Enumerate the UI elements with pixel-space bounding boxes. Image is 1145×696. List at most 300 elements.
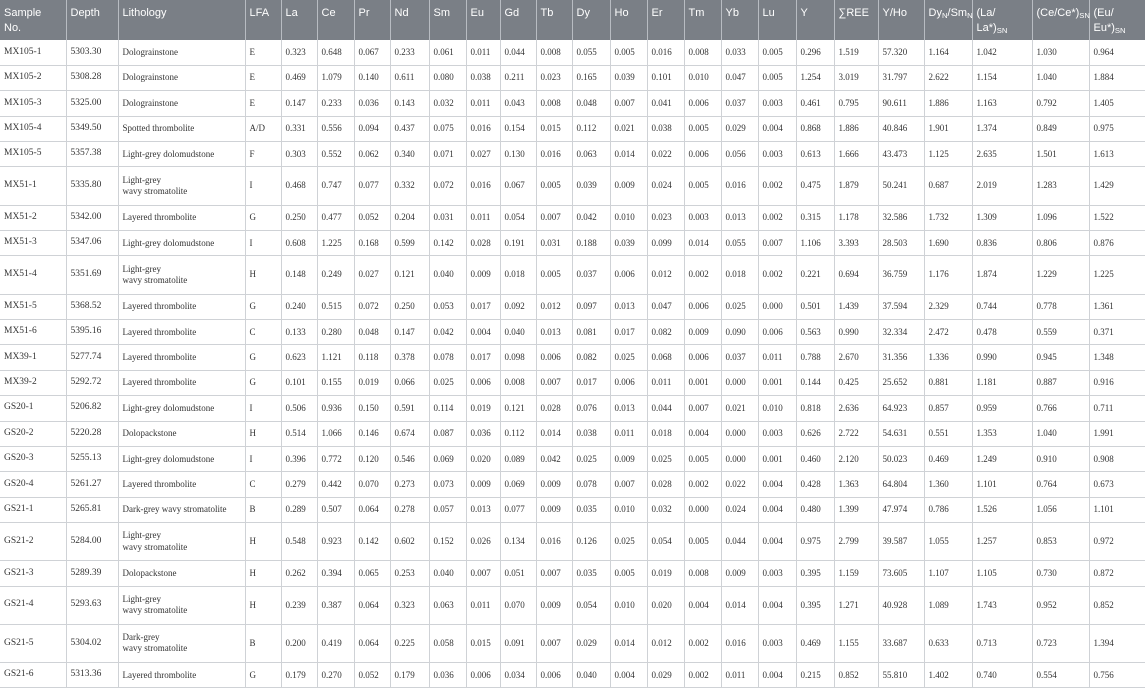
table-cell: 0.204: [390, 205, 429, 230]
table-cell: 0.120: [354, 446, 390, 471]
table-cell: E: [245, 65, 281, 90]
table-cell: MX51-4: [0, 256, 66, 294]
table-row: [0, 167, 1145, 205]
table-cell: Light-grey wavy stromatolite: [118, 523, 245, 561]
table-cell: 5325.00: [66, 91, 118, 116]
table-cell: 0.040: [429, 256, 466, 294]
table-cell: H: [245, 586, 281, 624]
table-cell: 0.478: [972, 320, 1032, 345]
table-cell: 0.371: [1089, 320, 1145, 345]
table-cell: 0.007: [610, 91, 647, 116]
table-cell: GS21-1: [0, 497, 66, 522]
table-cell: 1.121: [317, 345, 354, 370]
table-cell: 0.014: [610, 624, 647, 662]
table-cell: 0.001: [758, 446, 796, 471]
table-cell: 1.225: [1089, 256, 1145, 294]
table-cell: 1.743: [972, 586, 1032, 624]
table-cell: 0.007: [758, 231, 796, 256]
table-cell: 0.016: [536, 523, 572, 561]
table-cell: 0.003: [758, 561, 796, 586]
table-cell: F: [245, 142, 281, 167]
table-cell: 1.229: [1032, 256, 1089, 294]
table-cell: 0.006: [758, 320, 796, 345]
table-cell: G: [245, 294, 281, 319]
table-cell: 32.334: [878, 320, 924, 345]
table-cell: 0.001: [758, 370, 796, 395]
table-cell: 0.038: [466, 65, 500, 90]
table-cell: 0.005: [684, 116, 721, 141]
table-cell: H: [245, 561, 281, 586]
table-cell: 0.000: [684, 497, 721, 522]
table-row: [0, 91, 1145, 116]
table-cell: 0.468: [281, 167, 317, 205]
table-row: [0, 446, 1145, 471]
table-row: [0, 256, 1145, 294]
table-cell: 0.012: [647, 624, 684, 662]
table-cell: 0.002: [758, 167, 796, 205]
table-cell: 0.047: [647, 294, 684, 319]
table-cell: 0.006: [466, 663, 500, 688]
column-header: Eu: [466, 0, 500, 40]
table-cell: 0.009: [684, 320, 721, 345]
table-cell: 0.437: [390, 116, 429, 141]
table-cell: 0.003: [758, 624, 796, 662]
table-cell: 0.006: [536, 345, 572, 370]
table-cell: 0.026: [466, 523, 500, 561]
table-cell: 1.901: [924, 116, 972, 141]
table-cell: I: [245, 446, 281, 471]
table-cell: 0.239: [281, 586, 317, 624]
table-cell: 0.795: [834, 91, 878, 116]
table-cell: 0.179: [281, 663, 317, 688]
table-cell: 1.040: [1032, 421, 1089, 446]
table-cell: 0.147: [281, 91, 317, 116]
table-cell: 1.374: [972, 116, 1032, 141]
table-cell: 25.652: [878, 370, 924, 395]
table-cell: 0.477: [317, 205, 354, 230]
table-cell: 5368.52: [66, 294, 118, 319]
table-cell: 0.507: [317, 497, 354, 522]
table-cell: 1.886: [924, 91, 972, 116]
table-cell: 0.101: [281, 370, 317, 395]
column-header: Nd: [390, 0, 429, 40]
table-cell: 0.012: [536, 294, 572, 319]
table-cell: 0.019: [647, 561, 684, 586]
table-cell: 0.626: [796, 421, 834, 446]
table-cell: 0.078: [572, 472, 610, 497]
table-cell: 0.070: [354, 472, 390, 497]
table-cell: 0.000: [721, 446, 758, 471]
table-row: [0, 523, 1145, 561]
table-cell: G: [245, 370, 281, 395]
table-cell: 0.054: [647, 523, 684, 561]
table-cell: 0.025: [572, 446, 610, 471]
table-cell: 0.017: [466, 345, 500, 370]
table-cell: 1.348: [1089, 345, 1145, 370]
table-cell: 0.952: [1032, 586, 1089, 624]
column-header: LFA: [245, 0, 281, 40]
table-cell: 0.021: [610, 116, 647, 141]
table-cell: 0.055: [721, 231, 758, 256]
table-cell: 0.073: [429, 472, 466, 497]
table-cell: 1.519: [834, 40, 878, 65]
table-cell: 0.514: [281, 421, 317, 446]
table-cell: 0.002: [758, 205, 796, 230]
table-cell: 0.744: [972, 294, 1032, 319]
table-cell: 5349.50: [66, 116, 118, 141]
table-cell: 0.303: [281, 142, 317, 167]
table-cell: 0.005: [610, 561, 647, 586]
table-cell: 0.461: [796, 91, 834, 116]
table-cell: 28.503: [878, 231, 924, 256]
table-cell: 0.005: [684, 167, 721, 205]
column-header: Sm: [429, 0, 466, 40]
table-cell: 0.010: [610, 497, 647, 522]
table-cell: 1.125: [924, 142, 972, 167]
table-cell: 0.133: [281, 320, 317, 345]
table-cell: 3.393: [834, 231, 878, 256]
table-cell: Dark-grey wavy stromatolite: [118, 624, 245, 662]
table-cell: 0.975: [796, 523, 834, 561]
table-cell: 0.211: [500, 65, 536, 90]
table-cell: 0.091: [500, 624, 536, 662]
table-cell: 0.852: [834, 663, 878, 688]
table-cell: 0.857: [924, 396, 972, 421]
table-cell: MX105-2: [0, 65, 66, 90]
table-cell: 0.881: [924, 370, 972, 395]
table-cell: 0.469: [924, 446, 972, 471]
table-cell: 0.082: [572, 345, 610, 370]
table-cell: 0.006: [684, 294, 721, 319]
table-cell: 1.154: [972, 65, 1032, 90]
table-cell: 0.673: [1089, 472, 1145, 497]
table-cell: 0.143: [390, 91, 429, 116]
table-cell: 0.772: [317, 446, 354, 471]
table-cell: 1.613: [1089, 142, 1145, 167]
table-cell: MX105-3: [0, 91, 66, 116]
table-cell: 0.852: [1089, 586, 1145, 624]
table-cell: 0.006: [684, 91, 721, 116]
column-header: $(Ce/Ce*)_{SN}$: [1032, 0, 1089, 40]
table-cell: 0.233: [390, 40, 429, 65]
table-cell: MX51-1: [0, 167, 66, 205]
table-cell: 0.648: [317, 40, 354, 65]
table-cell: 0.378: [390, 345, 429, 370]
table-cell: 0.200: [281, 624, 317, 662]
table-cell: 0.144: [796, 370, 834, 395]
table-cell: 0.005: [758, 40, 796, 65]
table-cell: 0.818: [796, 396, 834, 421]
table-cell: 0.041: [647, 91, 684, 116]
table-cell: 0.071: [429, 142, 466, 167]
table-cell: 1.361: [1089, 294, 1145, 319]
table-cell: Light-grey wavy stromatolite: [118, 256, 245, 294]
table-cell: 0.806: [1032, 231, 1089, 256]
table-cell: 0.945: [1032, 345, 1089, 370]
table-cell: H: [245, 523, 281, 561]
table-cell: 1.107: [924, 561, 972, 586]
table-cell: 0.396: [281, 446, 317, 471]
table-cell: 0.296: [796, 40, 834, 65]
table-cell: 0.040: [500, 320, 536, 345]
table-cell: 0.608: [281, 231, 317, 256]
table-cell: 0.221: [796, 256, 834, 294]
table-row: [0, 421, 1145, 446]
table-cell: 0.072: [429, 167, 466, 205]
table-cell: 43.473: [878, 142, 924, 167]
table-cell: 0.028: [647, 472, 684, 497]
table-cell: 0.007: [684, 396, 721, 421]
table-cell: 0.786: [924, 497, 972, 522]
table-cell: 0.080: [429, 65, 466, 90]
table-cell: 0.475: [796, 167, 834, 205]
table-cell: 5313.36: [66, 663, 118, 688]
table-cell: 0.964: [1089, 40, 1145, 65]
table-cell: 0.010: [758, 396, 796, 421]
table-cell: 0.469: [796, 624, 834, 662]
table-cell: 0.008: [536, 40, 572, 65]
table-cell: 0.056: [721, 142, 758, 167]
table-cell: 0.011: [466, 40, 500, 65]
table-cell: E: [245, 91, 281, 116]
table-row: [0, 370, 1145, 395]
table-cell: 0.623: [281, 345, 317, 370]
table-cell: 1.439: [834, 294, 878, 319]
table-cell: 1.271: [834, 586, 878, 624]
table-cell: 1.105: [972, 561, 1032, 586]
table-cell: Dolopackstone: [118, 561, 245, 586]
table-cell: 0.134: [500, 523, 536, 561]
table-cell: 0.253: [390, 561, 429, 586]
table-cell: 2.722: [834, 421, 878, 446]
table-cell: MX105-1: [0, 40, 66, 65]
table-cell: 0.029: [647, 663, 684, 688]
table-cell: 1.181: [972, 370, 1032, 395]
table-cell: 0.013: [721, 205, 758, 230]
table-cell: B: [245, 497, 281, 522]
table-row: [0, 231, 1145, 256]
table-cell: 0.010: [610, 586, 647, 624]
table-cell: 0.551: [924, 421, 972, 446]
table-cell: 0.008: [684, 561, 721, 586]
table-cell: 1.159: [834, 561, 878, 586]
table-cell: 0.611: [390, 65, 429, 90]
table-cell: 0.010: [610, 205, 647, 230]
table-cell: 0.002: [684, 256, 721, 294]
table-cell: 5284.00: [66, 523, 118, 561]
table-cell: 0.011: [466, 586, 500, 624]
table-cell: 0.031: [536, 231, 572, 256]
table-cell: GS21-4: [0, 586, 66, 624]
table-cell: 0.005: [610, 40, 647, 65]
table-cell: 0.020: [466, 446, 500, 471]
column-header: Sample No.: [0, 0, 66, 40]
table-cell: 5308.28: [66, 65, 118, 90]
table-cell: 0.016: [466, 116, 500, 141]
table-row: [0, 561, 1145, 586]
table-cell: 0.778: [1032, 294, 1089, 319]
table-cell: 0.118: [354, 345, 390, 370]
table-cell: 2.019: [972, 167, 1032, 205]
column-header: Pr: [354, 0, 390, 40]
table-cell: 1.353: [972, 421, 1032, 446]
table-cell: 0.140: [354, 65, 390, 90]
table-cell: GS20-2: [0, 421, 66, 446]
table-cell: 0.142: [429, 231, 466, 256]
table-cell: MX51-2: [0, 205, 66, 230]
table-cell: 0.740: [972, 663, 1032, 688]
table-cell: 0.002: [684, 624, 721, 662]
table-row: [0, 320, 1145, 345]
table-cell: 0.747: [317, 167, 354, 205]
table-cell: 0.018: [647, 421, 684, 446]
table-cell: 5292.72: [66, 370, 118, 395]
table-cell: 0.034: [500, 663, 536, 688]
table-cell: 0.146: [354, 421, 390, 446]
table-cell: 1.522: [1089, 205, 1145, 230]
table-cell: Layered thrombolite: [118, 472, 245, 497]
table-cell: 0.037: [572, 256, 610, 294]
table-cell: 1.402: [924, 663, 972, 688]
table-cell: 0.037: [721, 345, 758, 370]
table-cell: 0.591: [390, 396, 429, 421]
table-header-row: [0, 0, 1145, 40]
table-cell: Light-grey wavy stromatolite: [118, 586, 245, 624]
table-cell: 54.631: [878, 421, 924, 446]
table-cell: 0.004: [758, 663, 796, 688]
table-cell: MX105-4: [0, 116, 66, 141]
table-cell: 0.546: [390, 446, 429, 471]
table-cell: 0.633: [924, 624, 972, 662]
table-cell: 0.005: [684, 523, 721, 561]
table-cell: G: [245, 205, 281, 230]
table-cell: 0.017: [572, 370, 610, 395]
table-cell: 0.006: [610, 370, 647, 395]
table-cell: 1.879: [834, 167, 878, 205]
table-cell: 0.016: [721, 624, 758, 662]
table-cell: 0.039: [610, 231, 647, 256]
table-cell: 0.009: [610, 446, 647, 471]
table-cell: 0.003: [684, 205, 721, 230]
table-cell: 0.154: [500, 116, 536, 141]
table-cell: 0.042: [429, 320, 466, 345]
table-cell: 39.587: [878, 523, 924, 561]
table-cell: 0.039: [572, 167, 610, 205]
table-cell: GS20-4: [0, 472, 66, 497]
table-cell: 57.320: [878, 40, 924, 65]
table-cell: 0.007: [610, 472, 647, 497]
table-cell: 0.043: [500, 91, 536, 116]
table-cell: 1.106: [796, 231, 834, 256]
table-cell: 1.055: [924, 523, 972, 561]
table-cell: Layered thrombolite: [118, 345, 245, 370]
column-header: Er: [647, 0, 684, 40]
table-cell: Layered thrombolite: [118, 320, 245, 345]
table-row: [0, 40, 1145, 65]
column-header: Lithology: [118, 0, 245, 40]
column-header: Ce: [317, 0, 354, 40]
table-cell: Dark-grey wavy stromatolite: [118, 497, 245, 522]
table-cell: 32.586: [878, 205, 924, 230]
table-cell: 0.013: [466, 497, 500, 522]
table-cell: 0.010: [684, 65, 721, 90]
table-cell: 0.006: [684, 142, 721, 167]
table-cell: 0.031: [429, 205, 466, 230]
table-cell: 73.605: [878, 561, 924, 586]
table-cell: 0.011: [466, 205, 500, 230]
column-header: $Dy_N/Sm_N$: [924, 0, 972, 40]
table-cell: Light-grey dolomudstone: [118, 396, 245, 421]
table-cell: 0.036: [354, 91, 390, 116]
table-cell: 0.713: [972, 624, 1032, 662]
table-cell: 1.101: [1089, 497, 1145, 522]
table-cell: 0.054: [572, 586, 610, 624]
table-cell: 1.178: [834, 205, 878, 230]
table-cell: 0.017: [466, 294, 500, 319]
table-cell: 0.480: [796, 497, 834, 522]
table-cell: 0.687: [924, 167, 972, 205]
table-cell: Dolograinstone: [118, 65, 245, 90]
table-cell: 0.766: [1032, 396, 1089, 421]
table-cell: 0.556: [317, 116, 354, 141]
table-cell: 0.788: [796, 345, 834, 370]
table-cell: 1.399: [834, 497, 878, 522]
table-cell: 0.011: [647, 370, 684, 395]
table-cell: 0.395: [796, 586, 834, 624]
table-cell: 0.887: [1032, 370, 1089, 395]
table-cell: 0.009: [610, 167, 647, 205]
table-cell: 1.249: [972, 446, 1032, 471]
table-cell: 1.096: [1032, 205, 1089, 230]
table-cell: 0.249: [317, 256, 354, 294]
table-cell: 0.014: [721, 586, 758, 624]
table-cell: 0.004: [758, 497, 796, 522]
table-row: [0, 472, 1145, 497]
table-cell: 5304.02: [66, 624, 118, 662]
table-cell: 0.340: [390, 142, 429, 167]
table-cell: 0.028: [466, 231, 500, 256]
table-cell: 0.006: [536, 663, 572, 688]
table-cell: 5289.39: [66, 561, 118, 586]
table-cell: 0.076: [572, 396, 610, 421]
table-cell: MX51-5: [0, 294, 66, 319]
table-cell: 0.165: [572, 65, 610, 90]
table-cell: 64.923: [878, 396, 924, 421]
table-cell: 0.501: [796, 294, 834, 319]
table-cell: 1.429: [1089, 167, 1145, 205]
table-cell: 0.147: [390, 320, 429, 345]
table-cell: 0.077: [354, 167, 390, 205]
table-cell: MX105-5: [0, 142, 66, 167]
table-cell: 2.120: [834, 446, 878, 471]
column-header: La: [281, 0, 317, 40]
table-cell: 0.019: [354, 370, 390, 395]
table-cell: 0.035: [572, 497, 610, 522]
table-cell: 0.923: [317, 523, 354, 561]
table-cell: 0.023: [647, 205, 684, 230]
table-cell: 0.004: [466, 320, 500, 345]
table-cell: 0.038: [647, 116, 684, 141]
table-cell: 1.042: [972, 40, 1032, 65]
table-cell: 0.068: [647, 345, 684, 370]
table-cell: 0.044: [500, 40, 536, 65]
table-cell: 0.014: [536, 421, 572, 446]
table-cell: Layered thrombolite: [118, 294, 245, 319]
table-cell: 0.035: [572, 561, 610, 586]
table-cell: 0.559: [1032, 320, 1089, 345]
table-cell: 0.012: [647, 256, 684, 294]
table-cell: 0.126: [572, 523, 610, 561]
